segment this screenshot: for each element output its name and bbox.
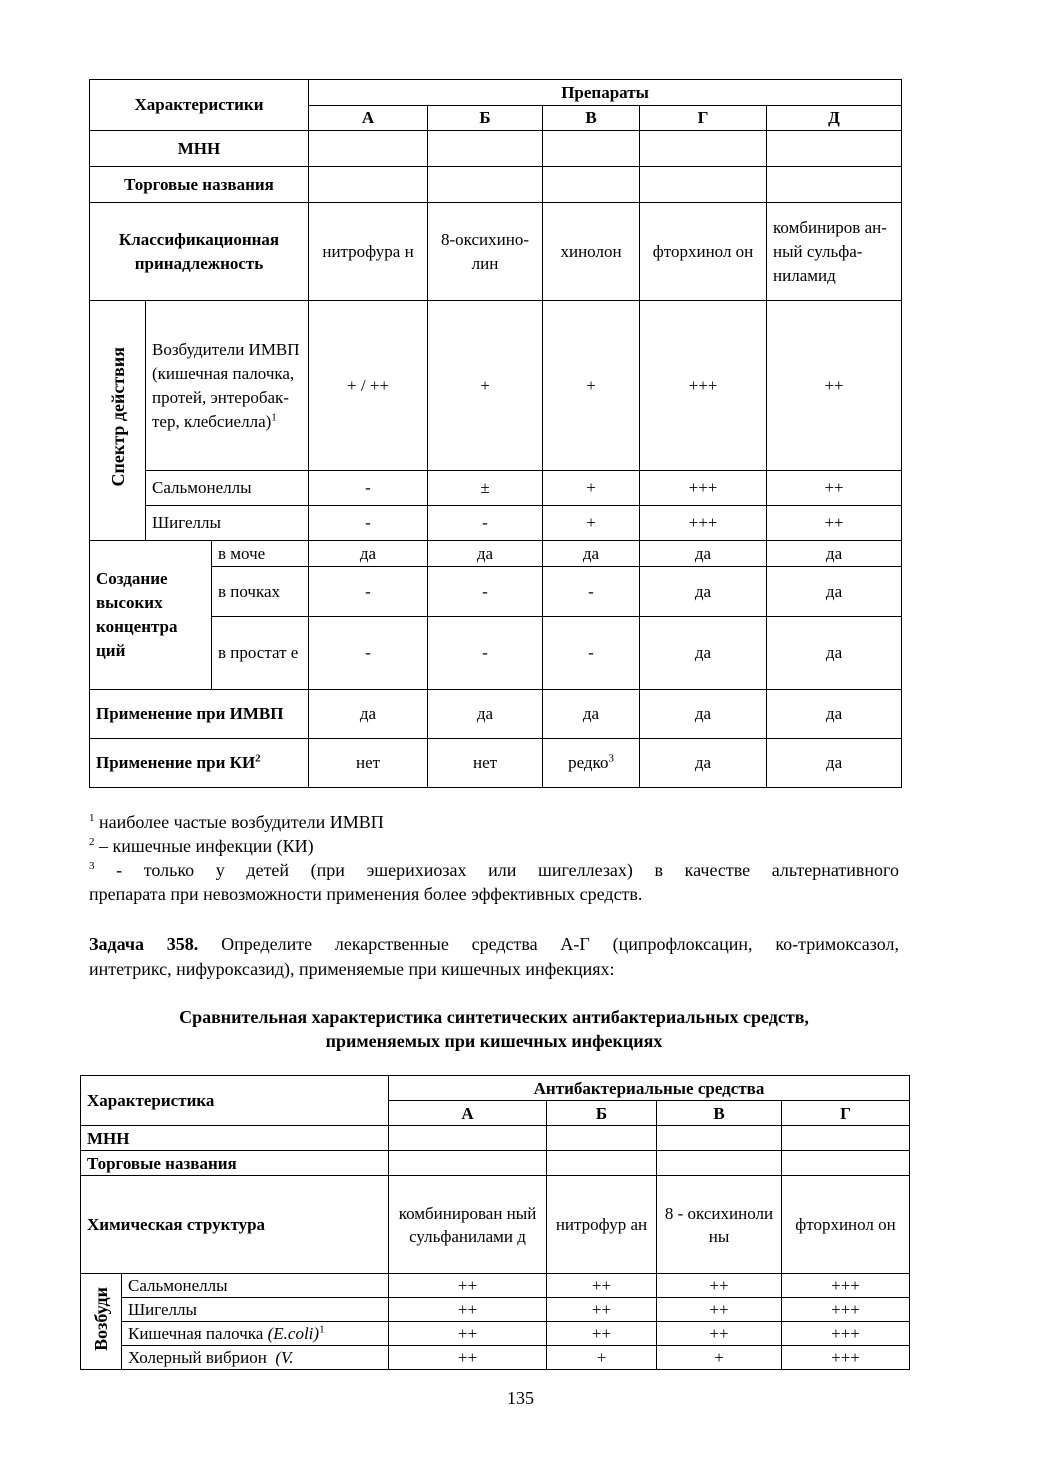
spectrum-value: +: [543, 301, 640, 471]
class-value: фторхинол он: [640, 203, 767, 301]
concentration-value: да: [640, 567, 767, 617]
spectrum-value: ++: [767, 301, 902, 471]
header-characteristics: Характеристики: [90, 80, 309, 131]
footnote: $^3$ - только у детей (при эшерихиозах или шигеллезах) в качестве альтернативного: [89, 860, 899, 880]
concentration-row-label: в моче: [212, 541, 309, 567]
pathogen-value: ++: [657, 1274, 782, 1298]
spectrum-value: ±: [428, 471, 543, 506]
row-trade-label: Торговые названия: [81, 1151, 389, 1176]
concentration-row-label: в простат е: [212, 617, 309, 690]
row-mnn-label: МНН: [90, 131, 309, 167]
pathogen-label: Холерный вибрион (V.: [122, 1346, 389, 1370]
task-paragraph: Задача 358. Определите лекарственные средства А-Г (ципрофлоксацин, ко-тримоксазол, интетрикс, нифуроксазид), применяемые при кишечных инфекциях:: [89, 934, 899, 979]
footnote: $^2$ – кишечные инфекции (КИ): [89, 836, 314, 856]
class-value: хинолон: [543, 203, 640, 301]
spectrum-value: +++: [640, 301, 767, 471]
drug-header: Б: [428, 106, 543, 131]
pathogen-value: +: [547, 1346, 657, 1370]
spectrum-value: ++: [767, 471, 902, 506]
pathogens-label-cell: [81, 1274, 122, 1370]
pathogen-value: +++: [782, 1346, 910, 1370]
spectrum-value: +: [543, 471, 640, 506]
footnote-continuation: препарата при невозможности применения более эффективных средств.: [89, 884, 643, 904]
spectrum-value: -: [428, 506, 543, 541]
ki-value: да: [767, 739, 902, 788]
spectrum-label: Спектр действия: [107, 347, 128, 487]
concentration-value: -: [543, 567, 640, 617]
spectrum-value: + / ++: [309, 301, 428, 471]
concentration-value: -: [543, 617, 640, 690]
chem-value: нитрофур ан: [547, 1176, 657, 1274]
spectrum-value: +++: [640, 506, 767, 541]
pathogen-value: +: [657, 1346, 782, 1370]
imvp-value: да: [543, 690, 640, 739]
spectrum-row-label: Возбудители ИМВП (кишечная палочка, протей, энтеробак-тер, клебсиелла)$^1$: [146, 301, 309, 471]
concentration-value: да: [309, 541, 428, 567]
row-ki-label: Применение при $КИ^2$: [90, 739, 309, 788]
header-agents: Антибактериальные средства: [389, 1076, 910, 1101]
task-label: Задача 358.: [89, 934, 199, 954]
agent-header: Б: [547, 1101, 657, 1126]
agent-header: А: [389, 1101, 547, 1126]
spectrum-value: -: [309, 471, 428, 506]
imvp-value: да: [640, 690, 767, 739]
class-value: 8-оксихино-лин: [428, 203, 543, 301]
table2-title: Сравнительная характеристика синтетических антибактериальных средств, применяемых при кишечных инфекциях: [179, 1007, 809, 1051]
drug-header: А: [309, 106, 428, 131]
ki-value: нет: [428, 739, 543, 788]
agent-header: Г: [782, 1101, 910, 1126]
class-value: комбиниров ан-ный сульфа-ниламид: [767, 203, 902, 301]
spectrum-value: +++: [640, 471, 767, 506]
concentration-value: да: [767, 567, 902, 617]
row-class-label: Классификационная принадлежность: [90, 203, 309, 301]
chem-value: комбинирован ный сульфанилами д: [389, 1176, 547, 1274]
concentration-row-label: в почках: [212, 567, 309, 617]
header-characteristic: Характеристика: [81, 1076, 389, 1126]
imvp-value: да: [428, 690, 543, 739]
spectrum-value: +: [428, 301, 543, 471]
pathogen-value: ++: [389, 1274, 547, 1298]
concentration-value: -: [309, 617, 428, 690]
concentration-value: да: [640, 541, 767, 567]
chem-value: фторхинол он: [782, 1176, 910, 1274]
concentration-value: да: [640, 617, 767, 690]
pathogens-label: Возбуди: [90, 1286, 111, 1351]
concentration-value: да: [543, 541, 640, 567]
pathogen-value: ++: [389, 1346, 547, 1370]
spectrum-value: +: [543, 506, 640, 541]
pathogen-value: ++: [547, 1274, 657, 1298]
concentration-value: -: [428, 567, 543, 617]
footnotes: [89, 810, 899, 906]
chem-value: 8 - оксихиноли ны: [657, 1176, 782, 1274]
drug-header: Д: [767, 106, 902, 131]
pathogen-value: ++: [389, 1322, 547, 1346]
concentration-value: да: [767, 617, 902, 690]
row-trade-label: Торговые названия: [90, 167, 309, 203]
concentration-value: -: [428, 617, 543, 690]
antibacterial-table: [80, 1075, 910, 1370]
pathogen-value: ++: [547, 1322, 657, 1346]
page-number: 135: [507, 1388, 534, 1408]
pathogen-value: ++: [547, 1298, 657, 1322]
class-value: нитрофура н: [309, 203, 428, 301]
spectrum-value: ++: [767, 506, 902, 541]
imvp-value: да: [767, 690, 902, 739]
spectrum-label-cell: [90, 301, 146, 541]
ki-value: да: [640, 739, 767, 788]
spectrum-row-label: Шигеллы: [146, 506, 309, 541]
concentration-value: да: [767, 541, 902, 567]
agent-header: В: [657, 1101, 782, 1126]
row-imvp-label: Применение при ИМВП: [90, 690, 309, 739]
concentration-label: Создание высоких концентра ций: [90, 541, 212, 690]
pathogen-label: Кишечная палочка (E.coli)$^1$: [122, 1322, 389, 1346]
drugs-table: [89, 79, 902, 788]
pathogen-value: +++: [782, 1322, 910, 1346]
pathogen-value: ++: [389, 1298, 547, 1322]
header-drugs: Препараты: [309, 80, 902, 106]
concentration-value: -: [309, 567, 428, 617]
pathogen-value: +++: [782, 1274, 910, 1298]
pathogen-label: Шигеллы: [122, 1298, 389, 1322]
drug-header: Г: [640, 106, 767, 131]
footnote: $^1$ наиболее частые возбудители ИМВП: [89, 812, 384, 832]
row-mnn-label: МНН: [81, 1126, 389, 1151]
spectrum-value: -: [309, 506, 428, 541]
ki-value: нет: [309, 739, 428, 788]
spectrum-row-label: Сальмонеллы: [146, 471, 309, 506]
concentration-value: да: [428, 541, 543, 567]
pathogen-label: Сальмонеллы: [122, 1274, 389, 1298]
row-chem-label: Химическая структура: [81, 1176, 389, 1274]
imvp-value: да: [309, 690, 428, 739]
pathogen-value: ++: [657, 1322, 782, 1346]
pathogen-value: ++: [657, 1298, 782, 1322]
ki-value: редко$^3$: [543, 739, 640, 788]
drug-header: В: [543, 106, 640, 131]
pathogen-value: +++: [782, 1298, 910, 1322]
